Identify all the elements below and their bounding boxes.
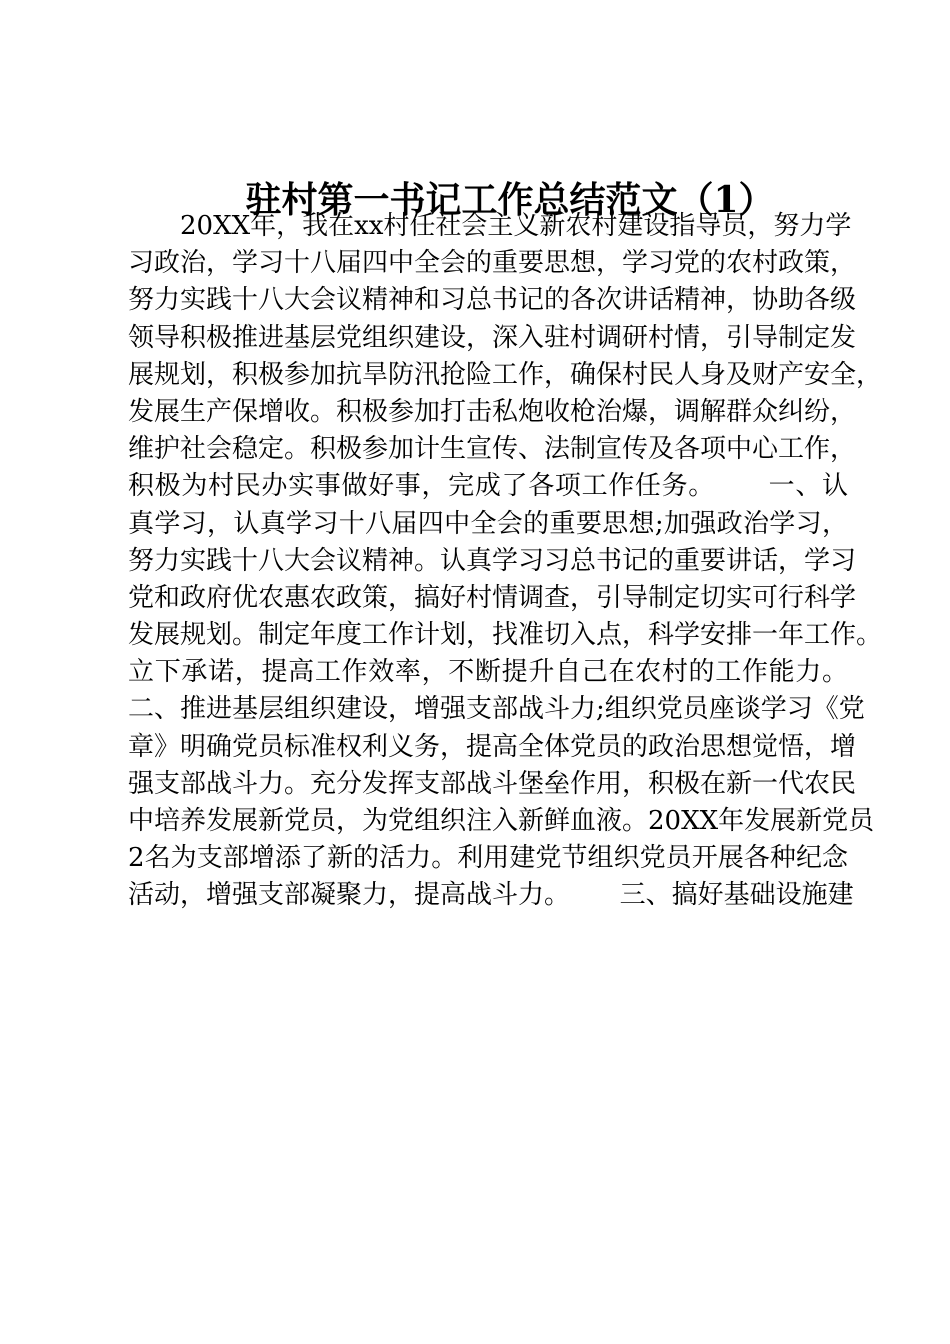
- body-line: 中培养发展新党员，为党组织注入新鲜血液。20XX年发展新党员: [128, 806, 875, 836]
- body-line: 2名为支部增添了新的活力。利用建党节组织党员开展各种纪念: [128, 843, 848, 874]
- body-line: 维护社会稳定。积极参加计生宣传、法制宣传及各项中心工作，: [128, 434, 857, 465]
- body-line: 二、推进基层组织建设，增强支部战斗力;组织党员座谈学习《党: [128, 694, 865, 725]
- document-body: [128, 208, 883, 915]
- body-line: 积极为村民办实事做好事，完成了各项工作任务。 一、认: [128, 471, 848, 502]
- body-line: 20XX年，我在xx村任社会主义新农村建设指导员，努力学: [180, 211, 852, 241]
- body-line: 强支部战斗力。充分发挥支部战斗堡垒作用，积极在新一代农民: [128, 768, 857, 799]
- body-line: 习政治，学习十八届四中全会的重要思想，学习党的农村政策，: [128, 248, 857, 279]
- body-line: 努力实践十八大会议精神。认真学习习总书记的重要讲话，学习: [128, 545, 857, 576]
- body-line: 展规划，积极参加抗旱防汛抢险工作，确保村民人身及财产安全，: [128, 359, 883, 390]
- body-line: 领导积极推进基层党组织建设，深入驻村调研村情，引导制定发: [128, 322, 857, 353]
- body-line: 活动，增强支部凝聚力，提高战斗力。 三、搞好基础设施建: [128, 880, 854, 911]
- body-line: 努力实践十八大会议精神和习总书记的各次讲话精神，协助各级: [128, 285, 857, 316]
- document-title: 驻村第一书记工作总结范文（1）: [245, 179, 775, 221]
- body-line: 发展生产保增收。积极参加打击私炮收枪治爆，调解群众纠纷，: [128, 396, 857, 427]
- body-line: 立下承诺，提高工作效率，不断提升自己在农村的工作能力。: [128, 657, 848, 688]
- body-line: 发展规划。制定年度工作计划，找准切入点，科学安排一年工作。: [128, 620, 883, 651]
- body-line: 章》明确党员标准权利义务，提高全体党员的政治思想觉悟，增: [128, 731, 857, 762]
- body-line: 党和政府优农惠农政策，搞好村情调查，引导制定切实可行科学: [128, 582, 857, 613]
- body-line: 真学习，认真学习十八届四中全会的重要思想;加强政治学习，: [128, 508, 848, 539]
